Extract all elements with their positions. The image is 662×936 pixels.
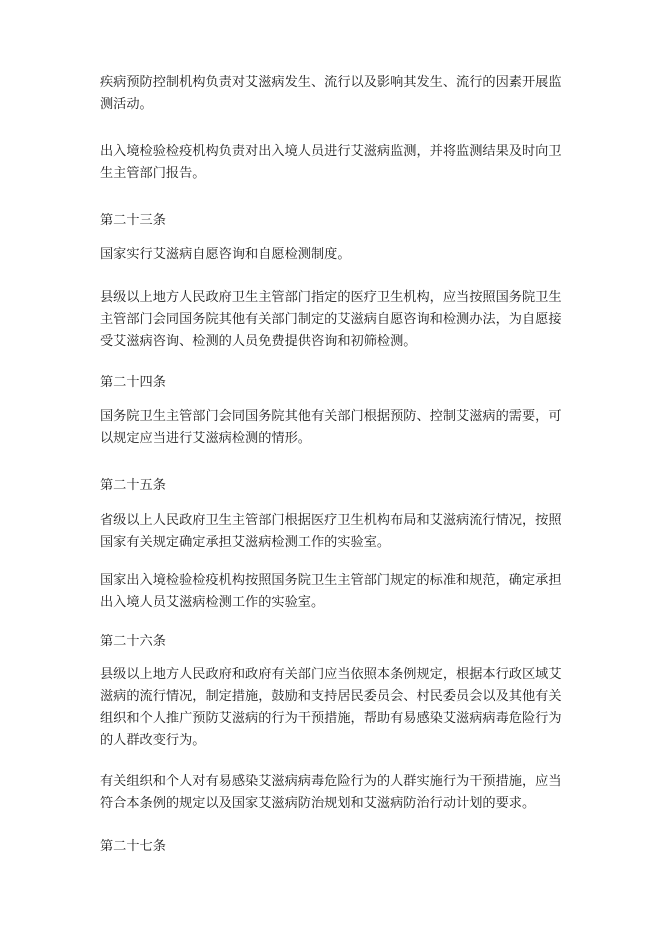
text-line: 国家实行艾滋病自愿咨询和自愿检测制度。 [100,247,351,262]
text-line: 省级以上人民政府卫生主管部门根据医疗卫生机构布局和艾滋病流行情况，按照 [100,513,562,528]
text-line: 的人群改变行为。 [100,733,206,748]
text-line: 生主管部门报告。 [100,166,206,181]
paragraph [100,406,580,450]
paragraph [100,771,580,815]
text-line: 国务院卫生主管部门会同国务院其他有关部门根据预防、控制艾滋病的需要，可 [100,409,562,424]
text-line: 受艾滋病咨询、检测的人员免费提供咨询和初筛检测。 [100,334,417,349]
text-line: 组织和个人推广预防艾滋病的行为干预措施，帮助有易感染艾滋病病毒危险行为 [100,711,562,726]
text-line: 测活动。 [100,97,153,112]
article-heading [100,372,580,394]
text-line: 第二十四条 [100,375,166,390]
text-line: 第二十六条 [100,634,166,649]
text-line: 出入境人员艾滋病检测工作的实验室。 [100,595,325,610]
text-line: 疾病预防控制机构负责对艾滋病发生、流行以及影响其发生、流行的因素开展监 [100,75,562,90]
paragraph [100,72,580,116]
article-heading [100,631,580,653]
text-line: 国家有关规定确定承担艾滋病检测工作的实验室。 [100,535,391,550]
text-line: 以规定应当进行艾滋病检测的情形。 [100,431,311,446]
text-line: 县级以上地方人民政府和政府有关部门应当依照本条例规定，根据本行政区域艾 [100,667,562,682]
text-line: 有关组织和个人对有易感染艾滋病病毒危险行为的人群实施行为干预措施，应当 [100,774,562,789]
text-line: 第二十五条 [100,478,166,493]
paragraph [100,510,580,554]
paragraph [100,664,580,752]
paragraph [100,287,580,353]
text-line: 主管部门会同国务院其他有关部门制定的艾滋病自愿咨询和检测办法，为自愿接 [100,312,562,327]
article-heading [100,475,580,497]
paragraph [100,244,580,266]
article-heading [100,836,580,858]
text-line: 县级以上地方人民政府卫生主管部门指定的医疗卫生机构，应当按照国务院卫生 [100,290,562,305]
text-line: 第二十三条 [100,213,166,228]
paragraph [100,141,580,185]
paragraph [100,570,580,614]
text-line: 第二十七条 [100,839,166,854]
text-line: 符合本条例的规定以及国家艾滋病防治规划和艾滋病防治行动计划的要求。 [100,796,536,811]
text-line: 滋病的流行情况，制定措施，鼓励和支持居民委员会、村民委员会以及其他有关 [100,689,562,704]
text-line: 出入境检验检疫机构负责对出入境人员进行艾滋病监测，并将监测结果及时向卫 [100,144,562,159]
article-heading [100,210,580,232]
text-line: 国家出入境检验检疫机构按照国务院卫生主管部门规定的标准和规范，确定承担 [100,573,562,588]
